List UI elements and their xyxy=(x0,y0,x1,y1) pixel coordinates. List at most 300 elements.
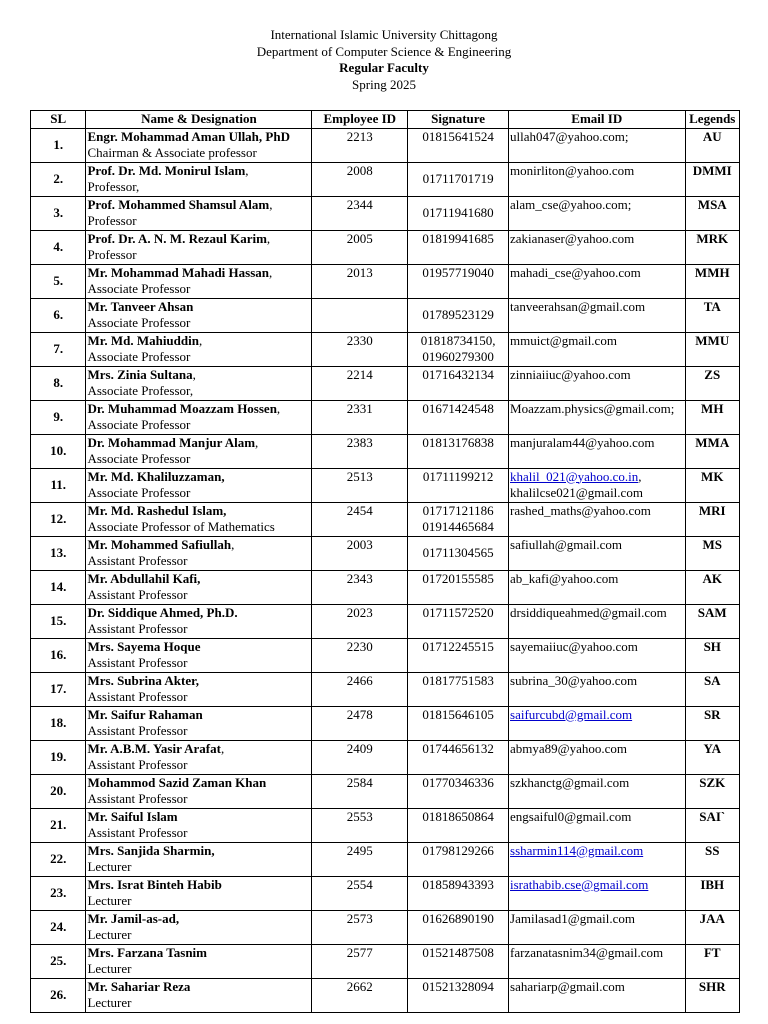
designation: Lecturer xyxy=(87,859,132,874)
legend-code: SAI` xyxy=(685,808,740,842)
table-row xyxy=(31,978,740,1012)
designation: Associate Professor of Mathematics xyxy=(87,519,275,534)
faculty-table xyxy=(30,110,740,1013)
name-designation-cell xyxy=(86,638,312,672)
email-address-secondary: khalilcse021@gmail.com xyxy=(510,485,643,500)
table-row xyxy=(31,944,740,978)
legend-code: YA xyxy=(685,740,740,774)
phone-number: 01626890190 xyxy=(422,910,494,926)
name-designation-cell xyxy=(86,910,312,944)
designation: Lecturer xyxy=(87,995,132,1010)
name-designation-cell xyxy=(86,366,312,400)
email-address: subrina_30@yahoo.com xyxy=(510,672,638,688)
name-designation-cell xyxy=(86,502,312,536)
legend-code: MMA xyxy=(685,434,740,468)
col-header-email: Email ID xyxy=(509,111,685,129)
phone-number: 01717121186 xyxy=(422,502,494,518)
faculty-name: Mrs. Subrina Akter, xyxy=(87,672,199,688)
designation: Professor, xyxy=(87,179,140,194)
name-designation-cell xyxy=(86,230,312,264)
faculty-name: Mr. Md. Khaliluzzaman, xyxy=(87,468,225,484)
legend-code: MMH xyxy=(685,264,740,298)
faculty-name: Mrs. Israt Binteh Habib xyxy=(87,876,222,892)
faculty-name: Mrs. Zinia Sultana xyxy=(87,366,193,382)
legend-code: ZS xyxy=(685,366,740,400)
signature-cell xyxy=(408,400,509,434)
serial-number: 1. xyxy=(31,128,86,162)
serial-number: 7. xyxy=(31,332,86,366)
name-designation-cell xyxy=(86,740,312,774)
name-designation-cell xyxy=(86,332,312,366)
designation: Assistant Professor xyxy=(87,757,188,772)
email-cell xyxy=(509,842,685,876)
phone-number: 01711572520 xyxy=(422,604,494,620)
email-address: abmya89@yahoo.com xyxy=(510,740,628,756)
employee-id: 2214 xyxy=(312,366,408,400)
name-suffix: , xyxy=(231,536,235,552)
phone-number: 01819941685 xyxy=(422,230,494,246)
faculty-name: Prof. Dr. Md. Monirul Islam xyxy=(87,162,246,178)
name-suffix: , xyxy=(255,434,259,450)
designation: Associate Professor xyxy=(87,281,191,296)
signature-cell xyxy=(408,706,509,740)
designation: Assistant Professor xyxy=(87,689,188,704)
email-address: sahariarp@gmail.com xyxy=(510,978,625,994)
phone-number: 01798129266 xyxy=(422,842,494,858)
faculty-name: Mr. Saifur Rahaman xyxy=(87,706,203,722)
signature-cell xyxy=(408,808,509,842)
email-cell xyxy=(509,638,685,672)
legend-code: JAA xyxy=(685,910,740,944)
employee-id: 2331 xyxy=(312,400,408,434)
email-cell xyxy=(509,230,685,264)
email-cell xyxy=(509,876,685,910)
faculty-name: Mohammod Sazid Zaman Khan xyxy=(87,774,267,790)
name-designation-cell xyxy=(86,468,312,502)
email-address: ullah047@yahoo.com; xyxy=(510,128,629,144)
employee-id: 2023 xyxy=(312,604,408,638)
employee-id: 2008 xyxy=(312,162,408,196)
serial-number: 26. xyxy=(31,978,86,1012)
email-cell xyxy=(509,298,685,332)
faculty-name: Mr. Sahariar Reza xyxy=(87,978,191,994)
name-designation-cell xyxy=(86,774,312,808)
phone-number: 01813176838 xyxy=(422,434,494,450)
table-header-row xyxy=(31,111,740,129)
employee-id: 2662 xyxy=(312,978,408,1012)
col-header-signature: Signature xyxy=(408,111,509,129)
serial-number: 21. xyxy=(31,808,86,842)
phone-number: 01789523129 xyxy=(422,306,494,322)
faculty-name: Mrs. Sanjida Sharmin, xyxy=(87,842,215,858)
faculty-name: Mr. Tanveer Ahsan xyxy=(87,298,194,314)
faculty-name: Mr. Mohammed Safiullah xyxy=(87,536,232,552)
serial-number: 8. xyxy=(31,366,86,400)
legend-code: TA xyxy=(685,298,740,332)
email-address: mahadi_cse@yahoo.com xyxy=(510,264,641,280)
email-cell xyxy=(509,468,685,502)
phone-number: 01716432134 xyxy=(422,366,494,382)
employee-id: 2213 xyxy=(312,128,408,162)
email-link[interactable]: khalil_021@yahoo.co.in xyxy=(510,468,639,484)
name-designation-cell xyxy=(86,672,312,706)
signature-cell xyxy=(408,842,509,876)
phone-number: 01671424548 xyxy=(422,400,494,416)
phone-number: 01711701719 xyxy=(422,170,494,186)
employee-id: 2344 xyxy=(312,196,408,230)
serial-number: 5. xyxy=(31,264,86,298)
email-separator: , xyxy=(638,468,642,484)
employee-id: 2584 xyxy=(312,774,408,808)
designation: Associate Professor xyxy=(87,417,191,432)
department-name: Department of Computer Science & Engineering xyxy=(256,43,512,59)
employee-id: 2343 xyxy=(312,570,408,604)
faculty-name: Mr. Abdullahil Kafi, xyxy=(87,570,201,586)
phone-number: 01711941680 xyxy=(422,204,494,220)
serial-number: 10. xyxy=(31,434,86,468)
email-cell xyxy=(509,400,685,434)
email-cell xyxy=(509,706,685,740)
phone-number: 01818650864 xyxy=(422,808,494,824)
email-address: ab_kafi@yahoo.com xyxy=(510,570,619,586)
table-row xyxy=(31,638,740,672)
legend-code: SS xyxy=(685,842,740,876)
legend-code: FT xyxy=(685,944,740,978)
signature-cell xyxy=(408,196,509,230)
table-row xyxy=(31,910,740,944)
name-suffix: , xyxy=(192,366,196,382)
legend-code: MH xyxy=(685,400,740,434)
employee-id: 2466 xyxy=(312,672,408,706)
col-header-name: Name & Designation xyxy=(86,111,312,129)
name-designation-cell xyxy=(86,434,312,468)
email-address: manjuralam44@yahoo.com xyxy=(510,434,655,450)
faculty-name: Dr. Siddique Ahmed, Ph.D. xyxy=(87,604,238,620)
legend-code: SAM xyxy=(685,604,740,638)
signature-cell xyxy=(408,910,509,944)
employee-id: 2013 xyxy=(312,264,408,298)
legend-code: MSA xyxy=(685,196,740,230)
email-cell xyxy=(509,162,685,196)
signature-cell xyxy=(408,332,509,366)
phone-number: 01720155585 xyxy=(422,570,494,586)
signature-cell xyxy=(408,502,509,536)
phone-number: 01521487508 xyxy=(422,944,494,960)
email-address: engsaiful0@gmail.com xyxy=(510,808,632,824)
col-header-employee-id: Employee ID xyxy=(312,111,408,129)
name-designation-cell xyxy=(86,706,312,740)
name-designation-cell xyxy=(86,298,312,332)
signature-cell xyxy=(408,230,509,264)
faculty-name: Mr. Md. Mahiuddin xyxy=(87,332,199,348)
email-address: sayemaiiuc@yahoo.com xyxy=(510,638,638,654)
email-cell xyxy=(509,434,685,468)
serial-number: 24. xyxy=(31,910,86,944)
phone-number: 01815646105 xyxy=(422,706,494,722)
employee-id: 2495 xyxy=(312,842,408,876)
name-designation-cell xyxy=(86,604,312,638)
faculty-name: Mr. Jamil-as-ad, xyxy=(87,910,180,926)
phone-number: 01817751583 xyxy=(422,672,494,688)
signature-cell xyxy=(408,876,509,910)
signature-cell xyxy=(408,570,509,604)
table-row xyxy=(31,706,740,740)
col-header-sl: SL xyxy=(31,111,86,129)
name-designation-cell xyxy=(86,570,312,604)
legend-code: MS xyxy=(685,536,740,570)
employee-id: 2003 xyxy=(312,536,408,570)
designation: Lecturer xyxy=(87,893,132,908)
email-cell xyxy=(509,264,685,298)
employee-id: 2409 xyxy=(312,740,408,774)
table-row xyxy=(31,468,740,502)
phone-number: 01744656132 xyxy=(422,740,494,756)
designation: Professor xyxy=(87,213,137,228)
table-row xyxy=(31,876,740,910)
serial-number: 13. xyxy=(31,536,86,570)
email-cell xyxy=(509,774,685,808)
name-suffix: , xyxy=(220,740,225,756)
table-row xyxy=(31,740,740,774)
table-row xyxy=(31,570,740,604)
name-suffix: , xyxy=(269,196,273,212)
table-row xyxy=(31,808,740,842)
employee-id: 2577 xyxy=(312,944,408,978)
email-cell xyxy=(509,910,685,944)
legend-code: SA xyxy=(685,672,740,706)
phone-number: 01770346336 xyxy=(422,774,494,790)
legend-code: MMU xyxy=(685,332,740,366)
email-address: tanveerahsan@gmail.com xyxy=(510,298,646,314)
signature-cell xyxy=(408,774,509,808)
name-designation-cell xyxy=(86,128,312,162)
serial-number: 20. xyxy=(31,774,86,808)
email-cell xyxy=(509,944,685,978)
signature-cell xyxy=(408,944,509,978)
email-cell xyxy=(509,332,685,366)
phone-number: 01712245515 xyxy=(422,638,494,654)
designation: Assistant Professor xyxy=(87,791,188,806)
name-suffix: , xyxy=(269,264,273,280)
faculty-name: Mr. Mohammad Mahadi Hassan xyxy=(87,264,270,280)
email-cell xyxy=(509,570,685,604)
serial-number: 25. xyxy=(31,944,86,978)
signature-cell xyxy=(408,978,509,1012)
signature-cell xyxy=(408,264,509,298)
serial-number: 19. xyxy=(31,740,86,774)
email-address: rashed_maths@yahoo.com xyxy=(510,502,651,518)
email-address: szkhanctg@gmail.com xyxy=(510,774,630,790)
table-row xyxy=(31,502,740,536)
designation: Associate Professor xyxy=(87,349,191,364)
faculty-name: Mr. Md. Rashedul Islam, xyxy=(87,502,227,518)
signature-cell xyxy=(408,298,509,332)
serial-number: 14. xyxy=(31,570,86,604)
signature-cell xyxy=(408,740,509,774)
designation: Assistant Professor xyxy=(87,655,188,670)
table-row xyxy=(31,774,740,808)
legend-code: AU xyxy=(685,128,740,162)
university-name: International Islamic University Chittagong xyxy=(270,27,498,42)
name-suffix: , xyxy=(245,162,249,178)
serial-number: 12. xyxy=(31,502,86,536)
designation: Lecturer xyxy=(87,961,132,976)
term: Spring 2025 xyxy=(352,76,416,92)
legend-code: SHR xyxy=(685,978,740,1012)
name-designation-cell xyxy=(86,196,312,230)
phone-number: 01818734150, xyxy=(420,332,496,348)
legend-code: AK xyxy=(685,570,740,604)
faculty-name: Dr. Muhammad Moazzam Hossen xyxy=(87,400,277,416)
phone-number: 01858943393 xyxy=(422,876,494,892)
email-cell xyxy=(509,740,685,774)
name-designation-cell xyxy=(86,400,312,434)
serial-number: 9. xyxy=(31,400,86,434)
phone-number: 01957719040 xyxy=(422,264,494,280)
email-address: monirliton@yahoo.com xyxy=(510,162,635,178)
email-cell xyxy=(509,502,685,536)
document-title: Regular Faculty xyxy=(339,60,429,75)
signature-cell xyxy=(408,672,509,706)
phone-number: 01711199212 xyxy=(422,468,494,484)
serial-number: 17. xyxy=(31,672,86,706)
designation: Lecturer xyxy=(87,927,132,942)
table-row xyxy=(31,162,740,196)
phone-number: 01521328094 xyxy=(422,978,494,994)
designation: Chairman & Associate professor xyxy=(87,145,257,160)
employee-id: 2230 xyxy=(312,638,408,672)
col-header-legends: Legends xyxy=(685,111,740,129)
signature-cell xyxy=(408,162,509,196)
table-row xyxy=(31,434,740,468)
serial-number: 2. xyxy=(31,162,86,196)
employee-id: 2478 xyxy=(312,706,408,740)
employee-id: 2573 xyxy=(312,910,408,944)
employee-id: 2513 xyxy=(312,468,408,502)
table-row xyxy=(31,196,740,230)
name-designation-cell xyxy=(86,944,312,978)
faculty-name: Dr. Mohammad Manjur Alam xyxy=(87,434,256,450)
legend-code: MRK xyxy=(685,230,740,264)
faculty-name: Mr. Saiful Islam xyxy=(87,808,178,824)
table-row xyxy=(31,842,740,876)
legend-code: IBH xyxy=(685,876,740,910)
serial-number: 15. xyxy=(31,604,86,638)
table-row xyxy=(31,298,740,332)
email-address: drsiddiqueahmed@gmail.com xyxy=(510,604,667,620)
name-designation-cell xyxy=(86,264,312,298)
designation: Assistant Professor xyxy=(87,825,188,840)
designation: Associate Professor, xyxy=(87,383,194,398)
email-cell xyxy=(509,604,685,638)
signature-cell xyxy=(408,366,509,400)
legend-code: SR xyxy=(685,706,740,740)
legend-code: SH xyxy=(685,638,740,672)
employee-id: 2005 xyxy=(312,230,408,264)
email-address: zakianaser@yahoo.com xyxy=(510,230,635,246)
phone-number: 01711304565 xyxy=(422,544,494,560)
name-suffix: , xyxy=(276,400,281,416)
serial-number: 18. xyxy=(31,706,86,740)
table-row xyxy=(31,128,740,162)
employee-id: 2330 xyxy=(312,332,408,366)
serial-number: 22. xyxy=(31,842,86,876)
phone-number: 01815641524 xyxy=(422,128,494,144)
table-row xyxy=(31,230,740,264)
phone-number-secondary: 01960279300 xyxy=(422,349,494,364)
employee-id: 2554 xyxy=(312,876,408,910)
designation: Associate Professor xyxy=(87,451,191,466)
faculty-name: Prof. Dr. A. N. M. Rezaul Karim xyxy=(87,230,267,246)
email-address: Moazzam.physics@gmail.com; xyxy=(510,400,675,416)
designation: Associate Professor xyxy=(87,315,191,330)
legend-code: MK xyxy=(685,468,740,502)
serial-number: 23. xyxy=(31,876,86,910)
email-cell xyxy=(509,196,685,230)
name-designation-cell xyxy=(86,842,312,876)
email-cell xyxy=(509,128,685,162)
table-row xyxy=(31,672,740,706)
email-cell xyxy=(509,672,685,706)
employee-id: 2383 xyxy=(312,434,408,468)
serial-number: 3. xyxy=(31,196,86,230)
legend-code: DMMI xyxy=(685,162,740,196)
faculty-name: Prof. Mohammed Shamsul Alam xyxy=(87,196,270,212)
legend-code: SZK xyxy=(685,774,740,808)
employee-id: 2553 xyxy=(312,808,408,842)
designation: Assistant Professor xyxy=(87,553,188,568)
email-cell xyxy=(509,366,685,400)
designation: Professor xyxy=(87,247,137,262)
email-link[interactable]: saifurcubd@gmail.com xyxy=(510,706,633,722)
designation: Assistant Professor xyxy=(87,621,188,636)
serial-number: 4. xyxy=(31,230,86,264)
name-designation-cell xyxy=(86,536,312,570)
phone-number-secondary: 01914465684 xyxy=(422,519,494,534)
email-address: Jamilasad1@gmail.com xyxy=(510,910,635,926)
name-designation-cell xyxy=(86,162,312,196)
document-header xyxy=(0,0,768,93)
email-address: alam_cse@yahoo.com; xyxy=(510,196,632,212)
table-row xyxy=(31,264,740,298)
serial-number: 16. xyxy=(31,638,86,672)
table-row xyxy=(31,604,740,638)
email-address: farzanatasnim34@gmail.com xyxy=(510,944,664,960)
table-row xyxy=(31,536,740,570)
faculty-name: Engr. Mohammad Aman Ullah, PhD xyxy=(87,128,290,144)
email-link[interactable]: ssharmin114@gmail.com xyxy=(510,842,644,858)
signature-cell xyxy=(408,638,509,672)
name-designation-cell xyxy=(86,876,312,910)
signature-cell xyxy=(408,536,509,570)
email-cell xyxy=(509,536,685,570)
email-address: zinniaiiuc@yahoo.com xyxy=(510,366,631,382)
name-designation-cell xyxy=(86,978,312,1012)
table-row xyxy=(31,400,740,434)
signature-cell xyxy=(408,434,509,468)
serial-number: 11. xyxy=(31,468,86,502)
designation: Associate Professor xyxy=(87,485,191,500)
legend-code: MRI xyxy=(685,502,740,536)
table-row xyxy=(31,366,740,400)
signature-cell xyxy=(408,468,509,502)
name-suffix: , xyxy=(198,332,203,348)
email-link[interactable]: israthabib.cse@gmail.com xyxy=(510,876,649,892)
faculty-name: Mrs. Sayema Hoque xyxy=(87,638,201,654)
employee-id xyxy=(312,298,408,332)
faculty-name: Mrs. Farzana Tasnim xyxy=(87,944,208,960)
table-row xyxy=(31,332,740,366)
